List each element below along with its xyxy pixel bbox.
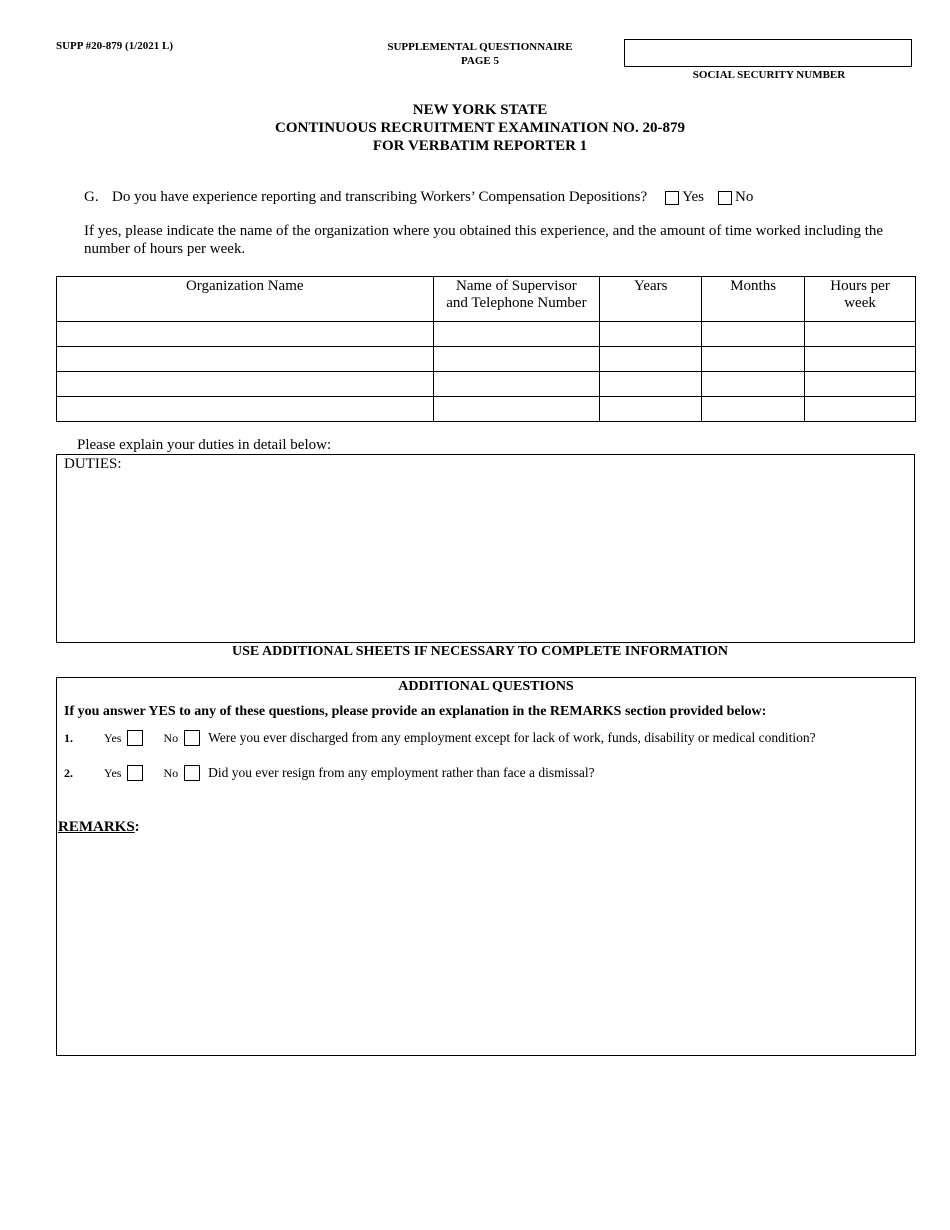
question-text: Did you ever resign from any employment rather than face a dismissal? xyxy=(208,765,595,780)
column-header xyxy=(600,277,702,322)
additional-questions-title: ADDITIONAL QUESTIONS xyxy=(398,679,574,694)
column-header-line: week xyxy=(844,295,876,311)
table-cell xyxy=(433,372,600,397)
table-cell xyxy=(57,372,434,397)
column-header xyxy=(57,277,434,322)
column-header xyxy=(433,277,600,322)
table-cell-input[interactable] xyxy=(57,397,433,421)
remarks-label-colon: : xyxy=(134,819,140,835)
column-header-line: Name of Supervisor xyxy=(456,278,577,294)
table-cell xyxy=(702,372,805,397)
question-1-no-checkbox[interactable] xyxy=(184,730,200,746)
table-cell-input[interactable] xyxy=(57,372,433,396)
column-header-line: Hours per xyxy=(830,278,890,294)
table-cell-input[interactable] xyxy=(57,322,433,346)
duties-label: DUTIES: xyxy=(64,456,122,472)
yes-label: Yes xyxy=(104,765,122,780)
exam-title xyxy=(0,101,950,155)
question-2-yes-checkbox[interactable] xyxy=(127,765,143,781)
table-cell xyxy=(600,372,702,397)
no-label: No xyxy=(163,730,179,745)
table-cell-input[interactable] xyxy=(702,347,804,371)
title-line-1: NEW YORK STATE xyxy=(412,102,548,118)
table-cell xyxy=(600,322,702,347)
table-cell-input[interactable] xyxy=(805,322,915,346)
table-cell xyxy=(57,347,434,372)
column-header xyxy=(805,277,916,322)
question-1-yes-checkbox[interactable] xyxy=(127,730,143,746)
table-cell-input[interactable] xyxy=(805,397,915,421)
no-label: No xyxy=(163,765,179,780)
experience-table xyxy=(56,276,916,422)
table-cell-input[interactable] xyxy=(57,347,433,371)
table-row xyxy=(57,397,916,422)
additional-question-2 xyxy=(64,765,595,781)
table-cell xyxy=(600,347,702,372)
yes-label: Yes xyxy=(104,730,122,745)
table-cell-input[interactable] xyxy=(434,372,600,396)
table-cell-input[interactable] xyxy=(702,372,804,396)
remarks-label-text: REMARKS xyxy=(58,819,135,835)
table-cell-input[interactable] xyxy=(805,372,915,396)
column-header xyxy=(702,277,805,322)
additional-question-1 xyxy=(64,730,816,746)
form-id: SUPP #20-879 (1/2021 L) xyxy=(56,40,174,52)
question-letter: G. xyxy=(84,189,99,205)
table-row xyxy=(57,322,916,347)
column-header-line: Months xyxy=(730,278,777,294)
question-text: Were you ever discharged from any employment except for lack of work, funds, disability or medical condition? xyxy=(208,730,816,745)
question-g-no-label: No xyxy=(735,189,754,205)
column-header-line: Years xyxy=(634,278,668,294)
question-number: 2. xyxy=(64,765,73,780)
table-cell-input[interactable] xyxy=(434,347,600,371)
table-cell xyxy=(433,347,600,372)
table-cell-input[interactable] xyxy=(600,347,701,371)
column-header-line: and Telephone Number xyxy=(446,295,587,311)
duties-prompt: Please explain your duties in detail below: xyxy=(77,437,332,453)
table-cell xyxy=(433,397,600,422)
ssn-input[interactable] xyxy=(624,39,912,67)
table-cell-input[interactable] xyxy=(702,322,804,346)
remarks-input[interactable] xyxy=(60,842,914,1054)
table-cell xyxy=(702,397,805,422)
title-line-3: FOR VERBATIM REPORTER 1 xyxy=(372,138,588,154)
header-title: SUPPLEMENTAL QUESTIONNAIRE xyxy=(387,41,573,53)
question-g-yes-checkbox[interactable] xyxy=(665,191,679,205)
table-cell xyxy=(805,372,916,397)
table-cell xyxy=(805,347,916,372)
table-row xyxy=(57,372,916,397)
page-number: PAGE 5 xyxy=(461,55,499,67)
table-header-row xyxy=(57,277,916,322)
table-row xyxy=(57,347,916,372)
table-cell-input[interactable] xyxy=(805,347,915,371)
question-g xyxy=(84,189,753,206)
table-cell-input[interactable] xyxy=(434,397,600,421)
table-cell xyxy=(702,347,805,372)
table-cell-input[interactable] xyxy=(434,322,600,346)
table-cell xyxy=(805,322,916,347)
table-cell-input[interactable] xyxy=(702,397,804,421)
question-g-text: Do you have experience reporting and transcribing Workers’ Compensation Depositions? xyxy=(112,189,648,205)
question-g-yes-label: Yes xyxy=(682,189,705,205)
page-header xyxy=(360,40,600,68)
table-cell xyxy=(702,322,805,347)
table-cell xyxy=(600,397,702,422)
ssn-label: SOCIAL SECURITY NUMBER xyxy=(692,69,846,81)
question-2-no-checkbox[interactable] xyxy=(184,765,200,781)
duties-input[interactable] xyxy=(60,475,914,643)
column-header-line: Organization Name xyxy=(185,278,304,294)
table-cell xyxy=(805,397,916,422)
question-g-followup: If yes, please indicate the name of the organization where you obtained this experience, and the amount of time worked including the number of hours per week. xyxy=(84,223,884,257)
table-cell xyxy=(57,397,434,422)
remarks-label xyxy=(58,819,140,836)
table-cell xyxy=(433,322,600,347)
table-cell-input[interactable] xyxy=(600,322,701,346)
additional-sheets-note: USE ADDITIONAL SHEETS IF NECESSARY TO COMPLETE INFORMATION xyxy=(232,644,728,659)
question-g-no-checkbox[interactable] xyxy=(718,191,732,205)
additional-questions-instruction: If you answer YES to any of these questions, please provide an explanation in the REMARKS section provided below: xyxy=(64,704,767,719)
title-line-2: CONTINUOUS RECRUITMENT EXAMINATION NO. 20-879 xyxy=(275,120,685,136)
table-cell-input[interactable] xyxy=(600,397,701,421)
question-number: 1. xyxy=(64,730,73,745)
table-cell xyxy=(57,322,434,347)
table-cell-input[interactable] xyxy=(600,372,701,396)
